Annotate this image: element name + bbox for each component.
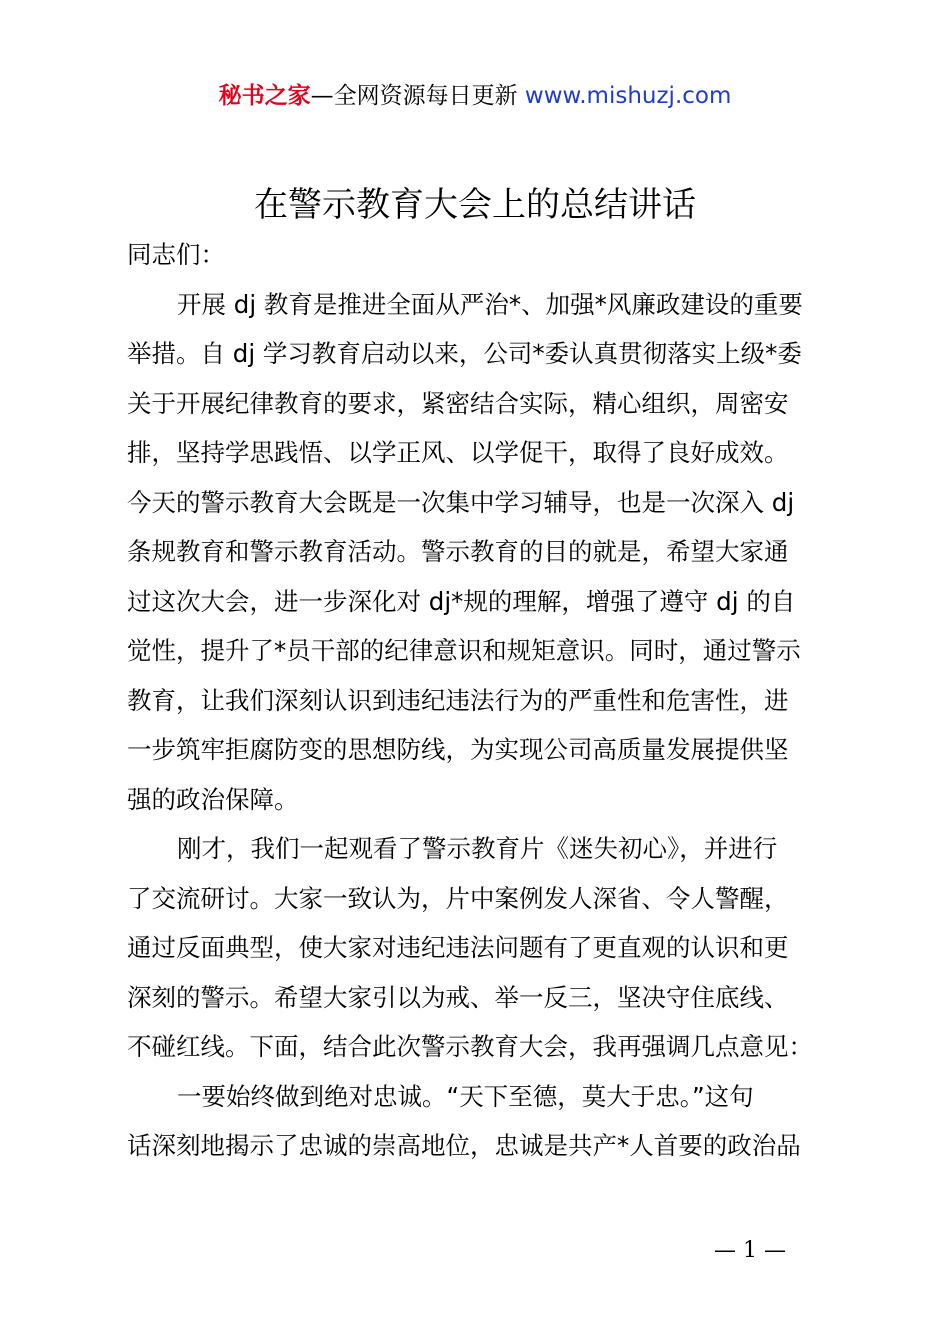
text-line: 关于开展纪律教育的要求，紧密结合实际，精心组织，周密安 — [127, 388, 789, 418]
document-title: 在警示教育大会上的总结讲话 — [254, 185, 696, 225]
text-line: 过这次大会，进一步深化对 dj*规的理解，增强了遵守 dj 的自 — [127, 586, 796, 616]
text-line: 刚才，我们一起观看了警示教育片《迷失初心》，并进行 — [177, 834, 778, 863]
text-line: 举措。自 dj 学习教育启动以来，公司*委认真贯彻落实上级*委 — [127, 339, 802, 368]
text-line: 通过反面典型，使大家对违纪违法问题有了更直观的认识和更 — [127, 933, 789, 962]
text-line: 觉性，提升了*员干部的纪律意识和规矩意识。同时，通过警示 — [127, 636, 801, 665]
text-line: 同志们： — [127, 240, 225, 269]
text-line: 不碰红线。下面，结合此次警示教育大会，我再强调几点意见： — [127, 1032, 813, 1061]
site-url-link[interactable]: www.mishuzj.com — [524, 83, 732, 109]
site-tagline: —全网资源每日更新 — [310, 83, 518, 109]
site-banner — [0, 78, 950, 114]
text-line: 了交流研讨。大家一致认为，片中案例发人深省、令人警醒， — [127, 883, 789, 913]
text-line: 开展 dj 教育是推进全面从严治*、加强*风廉政建设的重要 — [177, 289, 803, 319]
text-line: 条规教育和警示教育活动。警示教育的目的就是，希望大家通 — [127, 537, 789, 566]
text-line: 教育，让我们深刻认识到违纪违法行为的严重性和危害性，进 — [127, 685, 789, 715]
text-line: 一步筑牢拒腐防变的思想防线，为实现公司高质量发展提供坚 — [127, 735, 789, 764]
document-body — [127, 230, 847, 1171]
site-brand: 秘书之家 — [218, 83, 311, 109]
text-line: 强的政治保障。 — [127, 784, 299, 814]
text-line: 一要始终做到绝对忠诚。“天下至德，莫大于忠。”这句 — [177, 1081, 754, 1111]
text-line: 话深刻地揭示了忠诚的崇高地位，忠诚是共产*人首要的政治品 — [127, 1131, 801, 1160]
text-line: 排，坚持学思践悟、以学正风、以学促干，取得了良好成效。 — [127, 438, 789, 467]
text-line: 深刻的警示。希望大家引以为戒、举一反三，坚决守住底线、 — [127, 982, 789, 1012]
text-line: 今天的警示教育大会既是一次集中学习辅导，也是一次深入 dj — [127, 487, 795, 517]
page-number: — 1 — — [714, 1238, 786, 1263]
